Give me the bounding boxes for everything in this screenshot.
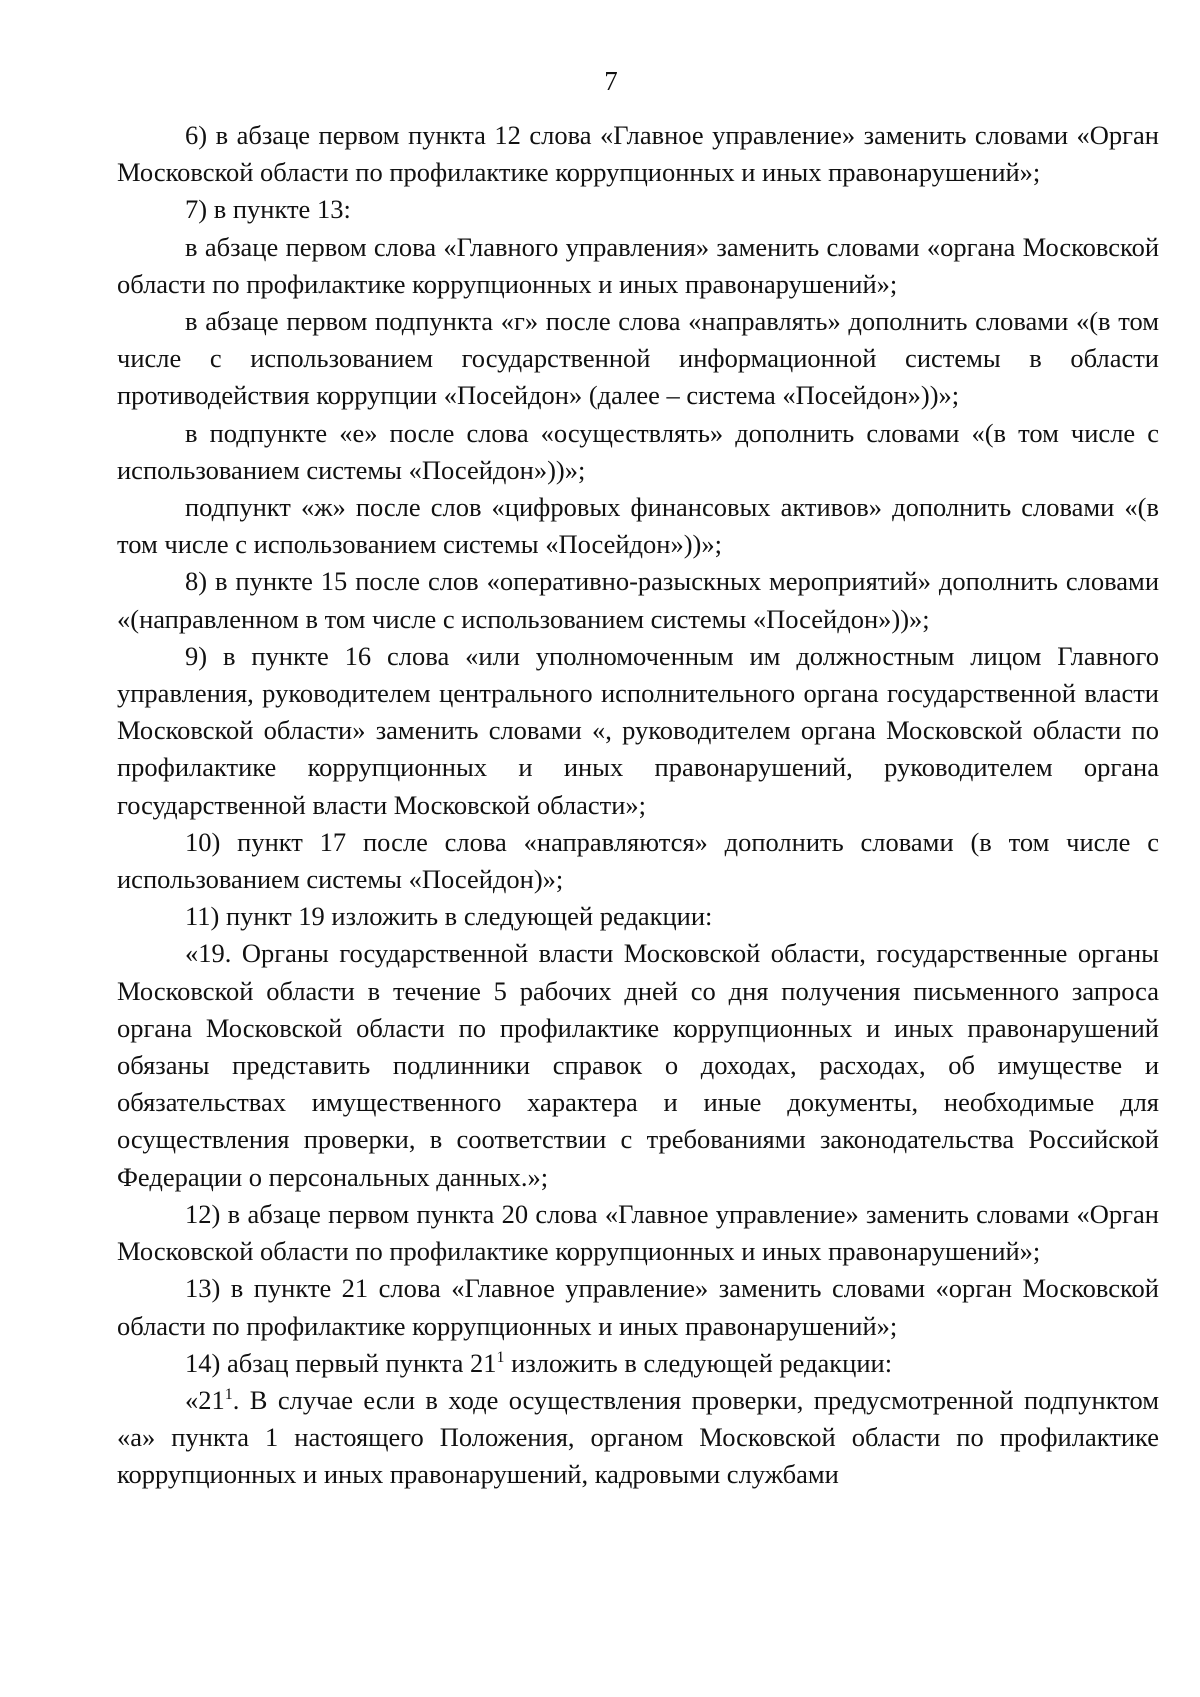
paragraph-item-6: 6) в абзаце первом пункта 12 слова «Главное управление» заменить словами «Орган Московской области по профилактике коррупционных и иных правонарушений»;: [117, 120, 1159, 188]
paragraph-item-7-sub-2: в абзаце первом подпункта «г» после слова «направлять» дополнить словами «(в том числе с использованием государственной информационной системы в области противодействия коррупции «Посейдон» (далее – система «Посейдон»))»;: [117, 306, 1159, 411]
paragraph-item-14-after: изложить в следующей редакции:: [504, 1347, 893, 1378]
paragraph-item-11: 11) пункт 19 изложить в следующей редакции:: [185, 901, 713, 932]
paragraph-item-21-1-text: [117, 1382, 1159, 1494]
paragraph-item-7-sub-4: подпункт «ж» после слов «цифровых финансовых активов» дополнить словами «(в том числе с использованием системы «Посейдон»))»;: [117, 492, 1159, 560]
paragraph-item-7-sub-1: в абзаце первом слова «Главного управления» заменить словами «органа Московской области по профилактике коррупционных и иных правонарушений»;: [117, 231, 1159, 299]
paragraph-item-10: 10) пункт 17 после слова «направляются» дополнить словами (в том числе с использованием системы «Посейдон)»;: [117, 826, 1159, 895]
paragraph-item-14-before: 14) абзац первый пункта 21: [185, 1347, 497, 1378]
document-body: [117, 117, 1159, 1494]
paragraph-item-7-sub-3: в подпункте «е» после слова «осуществлять» дополнить словами «(в том числе с использованием системы «Посейдон»))»;: [117, 417, 1159, 485]
paragraph-item-14: [117, 1345, 1159, 1382]
paragraph-item-7: 7) в пункте 13:: [185, 194, 351, 225]
paragraph-item-9: 9) в пункте 16 слова «или уполномоченным им должностным лицом Главного управления, руководителем центрального исполнительного органа государственной власти Московской области» заменить словами «, руководителем органа Московской области по профилактике коррупционных и иных правонарушений, руководителем органа государственной власти Московской области»;: [117, 640, 1159, 820]
paragraph-item-21-1-superscript: 1: [224, 1385, 233, 1403]
paragraph-item-19-text: «19. Органы государственной власти Московской области, государственные органы Московской области в течение 5 рабочих дней со дня получения письменного запроса органа Московской области по профилактике коррупционных и иных правонарушений обязаны представить подлинники справок о доходах, расходах, об имуществе и обязательствах имущественного характера и иные документы, необходимые для осуществления проверки, в соответствии с требованиями законодательства Российской Федерации о персональных данных.»;: [117, 938, 1159, 1192]
paragraph-item-12: 12) в абзаце первом пункта 20 слова «Главное управление» заменить словами «Орган Московской области по профилактике коррупционных и иных правонарушений»;: [117, 1198, 1159, 1267]
page-number: 7: [604, 66, 618, 96]
paragraph-item-21-1-after: . В случае если в ходе осуществления проверки, предусмотренной подпунктом «а» пункта 1 настоящего Положения, органом Московской области по профилактике коррупционных и иных правонарушений, кадровыми службами: [117, 1384, 1159, 1490]
paragraph-item-13: 13) в пункте 21 слова «Главное управление» заменить словами «орган Московской области по профилактике коррупционных и иных правонарушений»;: [117, 1273, 1159, 1341]
paragraph-item-8: 8) в пункте 15 после слов «оперативно-разыскных мероприятий» дополнить словами «(направленном в том числе с использованием системы «Посейдон»))»;: [117, 566, 1159, 634]
paragraph-item-14-superscript: 1: [496, 1348, 505, 1366]
paragraph-item-21-1-before: «21: [185, 1384, 225, 1415]
